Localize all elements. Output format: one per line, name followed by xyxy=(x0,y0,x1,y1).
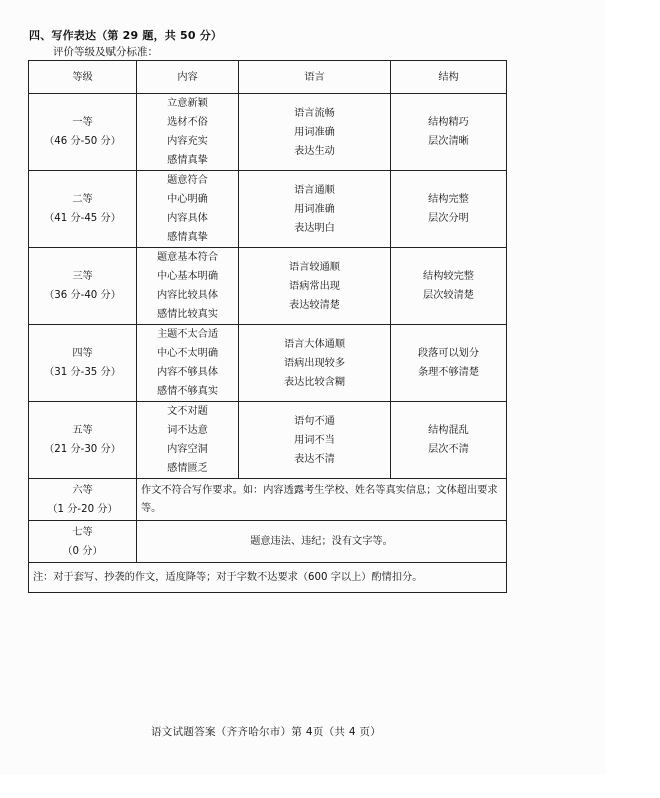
table-row xyxy=(29,521,507,563)
content-cell xyxy=(137,248,239,325)
table-row xyxy=(29,479,507,521)
language-cell-line: 表达不清 xyxy=(294,453,335,465)
structure-cell-line: 结构精巧 xyxy=(428,117,469,128)
structure-cell-line: 条理不够清楚 xyxy=(417,367,480,378)
content-cell-line: 内容不够具体 xyxy=(156,367,219,378)
structure-cell-line: 段落可以划分 xyxy=(417,348,480,359)
content-cell-line: 感情不够真实 xyxy=(156,386,219,397)
structure-cell-line: 层次分明 xyxy=(428,213,469,224)
structure-cell-line: 层次清晰 xyxy=(428,136,469,147)
section-title: 四、写作表达（第 29 题，共 50 分） xyxy=(29,29,223,42)
content-cell-line: 词不达意 xyxy=(167,425,208,436)
language-cell-line: 用词不当 xyxy=(294,434,335,446)
table-row xyxy=(29,402,507,479)
language-cell-line: 语言较通顺 xyxy=(289,261,340,273)
language-cell-line: 语言通顺 xyxy=(294,184,335,196)
header-grade: 等级 xyxy=(29,61,137,94)
note-text: 注：对于套写、抄袭的作文，适度降等；对于字数不达要求（600 字以上）酌情扣分。 xyxy=(29,563,507,593)
language-cell-line: 语言流畅 xyxy=(294,107,335,119)
language-cell xyxy=(239,248,391,325)
language-cell xyxy=(239,94,391,171)
grade7-desc: 题意违法、违纪；没有文字等。 xyxy=(137,521,507,563)
structure-cell xyxy=(391,402,507,479)
grade-cell xyxy=(29,248,137,325)
structure-cell-line: 结构完整 xyxy=(428,194,469,205)
grade-cell xyxy=(29,402,137,479)
grade-cell xyxy=(29,325,137,402)
structure-cell-line: 结构混乱 xyxy=(428,425,469,436)
grade6-desc: 作文不符合写作要求。如：内容透露考生学校、姓名等真实信息；文体超出要求等。 xyxy=(137,479,507,521)
content-cell-line: 文不对题 xyxy=(167,406,208,417)
page-footer: 语文试题答案（齐齐哈尔市）第 4页（共 4 页） xyxy=(151,726,382,738)
content-cell-line: 内容比较具体 xyxy=(156,290,219,301)
language-cell xyxy=(239,402,391,479)
grade-cell-line: 二等 xyxy=(72,194,93,205)
grade-cell-line: （36 分-40 分） xyxy=(44,290,121,301)
content-cell-line: 感情真挚 xyxy=(167,232,208,243)
scoring-table xyxy=(28,60,507,593)
language-cell xyxy=(239,171,391,248)
grade-cell xyxy=(29,171,137,248)
content-cell-line: 题意符合 xyxy=(167,175,208,186)
language-cell-line: 语病出现较多 xyxy=(283,357,346,369)
content-cell-line: 内容空洞 xyxy=(167,444,208,455)
content-cell-line: 中心明确 xyxy=(167,194,208,205)
content-cell xyxy=(137,325,239,402)
grade-cell-line: 一等 xyxy=(72,117,93,128)
content-cell-line: 立意新颖 xyxy=(167,98,208,109)
language-cell-line: 用词准确 xyxy=(294,126,335,138)
language-cell-line: 用词准确 xyxy=(294,203,335,215)
structure-cell xyxy=(391,248,507,325)
grade-cell xyxy=(29,94,137,171)
table-row xyxy=(29,248,507,325)
content-cell-line: 中心不太明确 xyxy=(156,348,219,359)
table-row xyxy=(29,94,507,171)
structure-cell-line: 层次不清 xyxy=(428,444,469,455)
language-cell-line: 表达明白 xyxy=(294,222,335,234)
table-header-row xyxy=(29,61,507,94)
grade-cell-line: 四等 xyxy=(72,348,93,359)
subtitle: 评价等级及赋分标准： xyxy=(53,46,158,58)
header-content: 内容 xyxy=(137,61,239,94)
structure-cell xyxy=(391,94,507,171)
grade-cell-line: （21 分-30 分） xyxy=(44,444,121,455)
structure-cell-line: 结构较完整 xyxy=(423,271,474,282)
structure-cell-line: 层次较清楚 xyxy=(423,290,474,301)
language-cell-line: 语病常出现 xyxy=(289,280,340,292)
language-cell-line: 表达生动 xyxy=(294,145,335,157)
note-row xyxy=(29,563,507,593)
content-cell-line: 中心基本明确 xyxy=(156,271,219,282)
table-row xyxy=(29,325,507,402)
language-cell xyxy=(239,325,391,402)
content-cell-line: 题意基本符合 xyxy=(156,252,219,263)
content-cell-line: 感情匮乏 xyxy=(167,463,208,474)
table-row xyxy=(29,171,507,248)
grade-cell-line: 五等 xyxy=(72,425,93,436)
content-cell-line: 内容充实 xyxy=(167,136,208,147)
language-cell-line: 语言大体通顺 xyxy=(283,338,346,350)
grade-cell xyxy=(29,521,137,563)
language-cell-line: 表达比较含糊 xyxy=(283,376,346,388)
grade-cell-line: （46 分-50 分） xyxy=(44,136,121,147)
grade-name: 七等 xyxy=(72,526,93,538)
content-cell-line: 主题不太合适 xyxy=(156,329,219,340)
structure-cell xyxy=(391,171,507,248)
grade-cell-line: 三等 xyxy=(72,271,93,282)
header-structure: 结构 xyxy=(391,61,507,94)
grade-score: （1 分-20 分） xyxy=(47,503,118,515)
grade-name: 六等 xyxy=(72,484,93,496)
header-language: 语言 xyxy=(239,61,391,94)
content-cell-line: 感情真挚 xyxy=(167,155,208,166)
grade-cell-line: （41 分-45 分） xyxy=(44,213,121,224)
language-cell-line: 表达较清楚 xyxy=(289,299,340,311)
content-cell-line: 感情比较真实 xyxy=(156,309,219,320)
structure-cell xyxy=(391,325,507,402)
grade-cell xyxy=(29,479,137,521)
grade-score: （0 分） xyxy=(62,545,103,557)
content-cell-line: 内容具体 xyxy=(167,213,208,224)
content-cell-line: 选材不俗 xyxy=(167,117,208,128)
language-cell-line: 语句不通 xyxy=(294,415,335,427)
content-cell xyxy=(137,94,239,171)
grade-cell-line: （31 分-35 分） xyxy=(44,367,121,378)
content-cell xyxy=(137,171,239,248)
content-cell xyxy=(137,402,239,479)
